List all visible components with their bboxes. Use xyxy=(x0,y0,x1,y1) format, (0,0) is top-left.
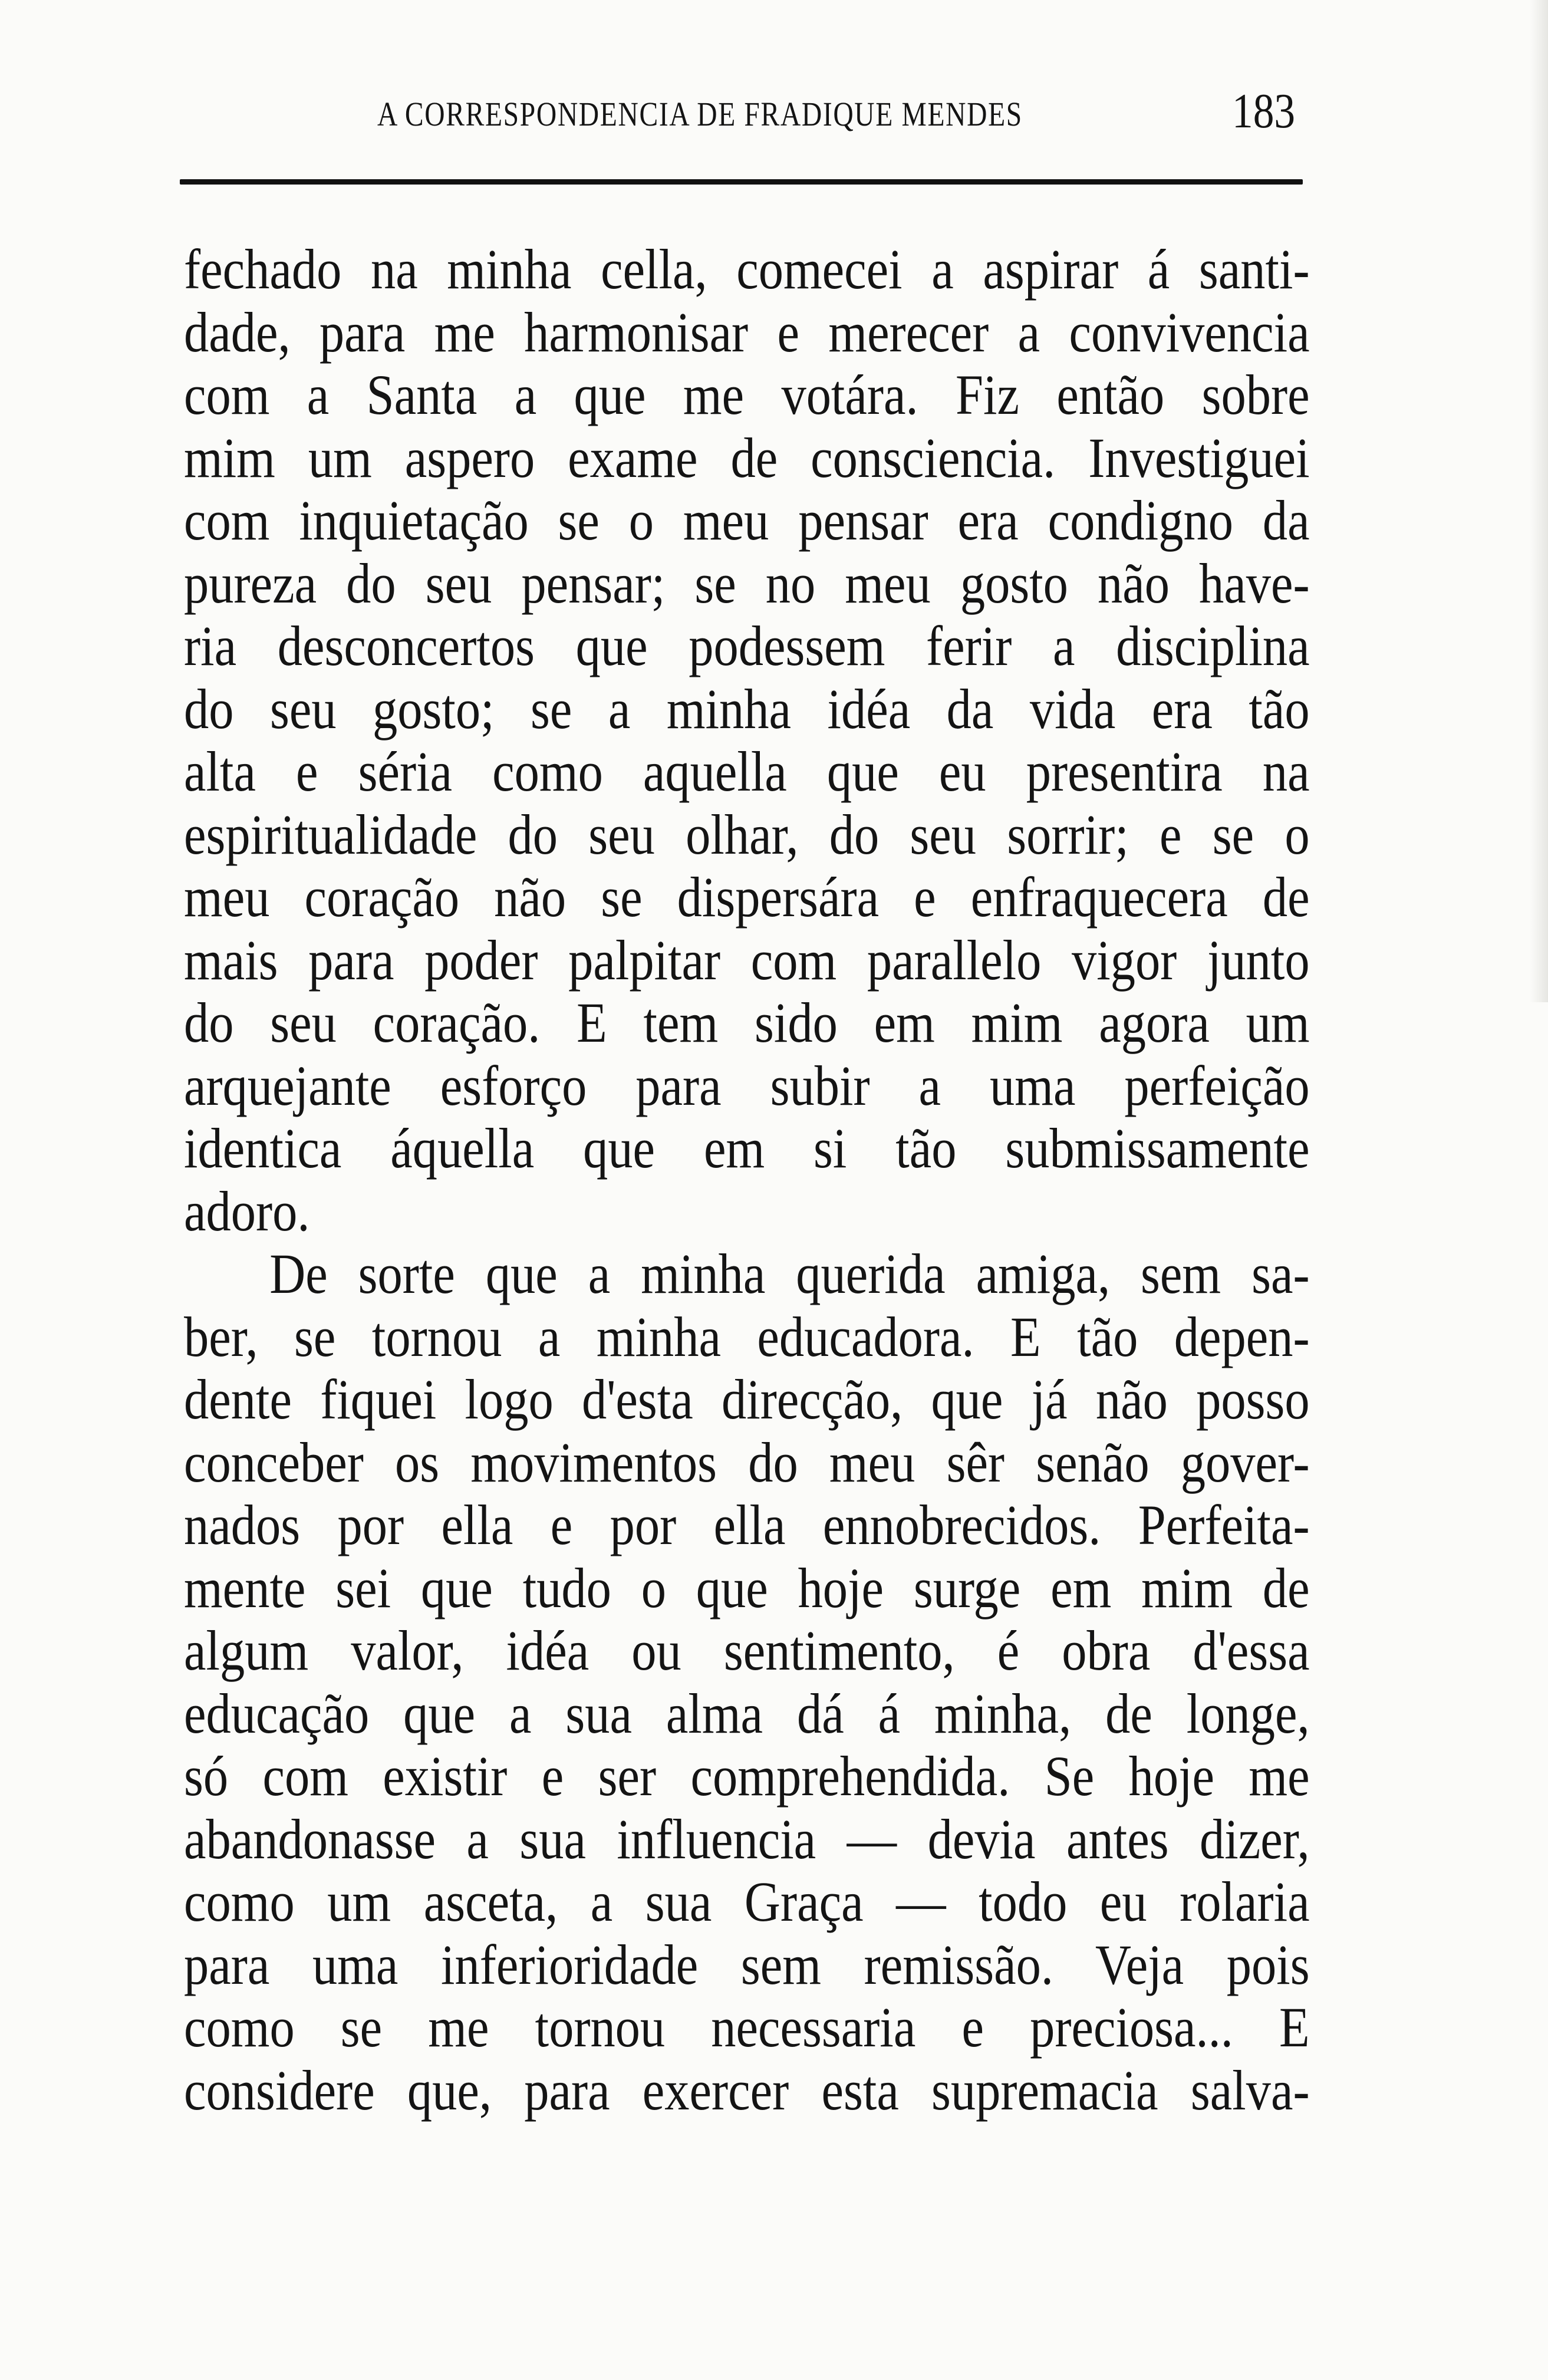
page-number: 183 xyxy=(1232,84,1296,139)
text-line: com a Santa a que me votára. Fiz então sobre xyxy=(184,363,1310,426)
text-line: abandonasse a sua influencia — devia antes dizer, xyxy=(184,1807,1310,1871)
text-line: identica áquella que em si tão submissamente xyxy=(184,1117,1310,1180)
text-line: do seu coração. E tem sido em mim agora um xyxy=(184,991,1310,1054)
text-line: pureza do seu pensar; se no meu gosto não have- xyxy=(184,551,1310,615)
text-line: ber, se tornou a minha educadora. E tão depen- xyxy=(184,1305,1310,1368)
paragraph xyxy=(184,1243,1310,2122)
body-text xyxy=(184,238,1310,2122)
text-line: De sorte que a minha querida amiga, sem sa- xyxy=(269,1242,1310,1305)
text-line: algum valor, idéa ou sentimento, é obra d'essa xyxy=(184,1619,1310,1682)
text-line: dade, para me harmonisar e merecer a convivencia xyxy=(184,300,1310,364)
text-line: mente sei que tudo o que hoje surge em mim de xyxy=(184,1556,1310,1619)
header-rule xyxy=(180,179,1303,185)
text-line: como se me tornou necessaria e preciosa... E xyxy=(184,1996,1310,2059)
running-title: A CORRESPONDENCIA DE FRADIQUE MENDES xyxy=(377,95,1023,133)
text-line: dente fiquei logo d'esta direcção, que já não posso xyxy=(184,1368,1310,1431)
text-line: alta e séria como aquella que eu presentira na xyxy=(184,740,1310,803)
text-line: considere que, para exercer esta supremacia salva- xyxy=(184,2058,1310,2122)
text-line: do seu gosto; se a minha idéa da vida era tão xyxy=(184,677,1310,740)
text-line: como um asceta, a sua Graça — todo eu rolaria xyxy=(184,1870,1310,1933)
text-line: adoro. xyxy=(184,1179,310,1243)
text-line: para uma inferioridade sem remissão. Veja pois xyxy=(184,1933,1310,1996)
text-line: arquejante esforço para subir a uma perfeição xyxy=(184,1054,1310,1117)
text-line: só com existir e ser comprehendida. Se hoje me xyxy=(184,1744,1310,1808)
text-line: mim um aspero exame de consciencia. Investiguei xyxy=(184,426,1310,489)
paragraph xyxy=(184,238,1310,1243)
text-line: fechado na minha cella, comecei a aspirar á santi- xyxy=(184,238,1310,301)
text-line: mais para poder palpitar com parallelo vigor junto xyxy=(184,928,1310,992)
text-line: nados por ella e por ella ennobrecidos. Perfeita- xyxy=(184,1493,1310,1556)
page-edge-shadow xyxy=(1530,0,1548,1002)
text-line: ria desconcertos que podessem ferir a disciplina xyxy=(184,614,1310,677)
text-line: meu coração não se dispersára e enfraquecera de xyxy=(184,865,1310,929)
text-line: com inquietação se o meu pensar era condigno da xyxy=(184,489,1310,552)
text-line: espiritualidade do seu olhar, do seu sorrir; e se o xyxy=(184,802,1310,866)
text-line: conceber os movimentos do meu sêr senão gover- xyxy=(184,1430,1310,1494)
text-line: educação que a sua alma dá á minha, de longe, xyxy=(184,1681,1310,1745)
